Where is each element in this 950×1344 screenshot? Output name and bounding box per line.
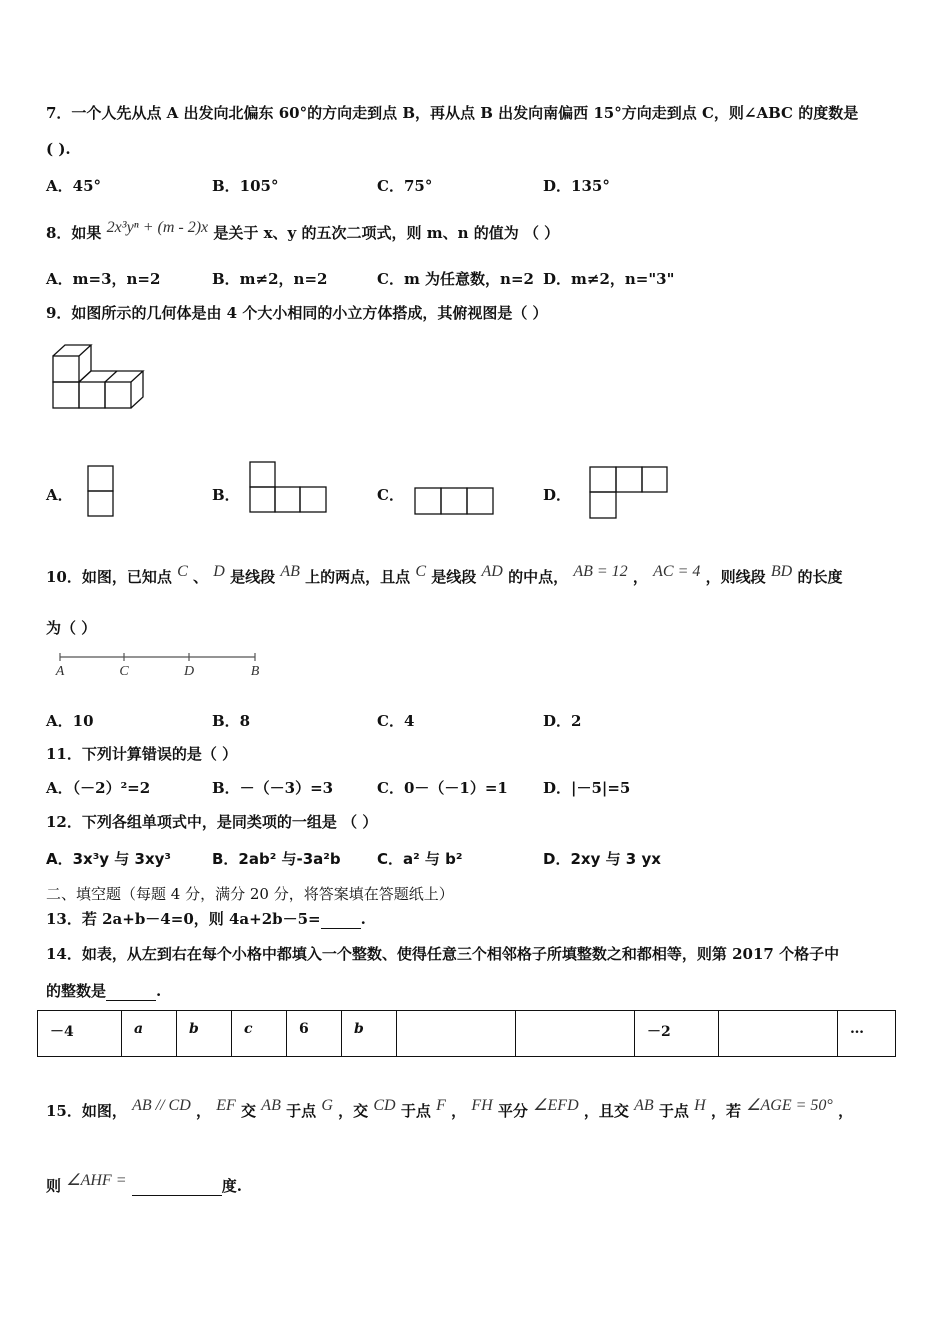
q10-segment-bd: BD — [770, 563, 793, 580]
q10-text-4: 是线段 — [431, 568, 477, 586]
q10-text-3: 上的两点，且点 — [305, 568, 411, 586]
table-cell: c — [232, 1011, 287, 1057]
q15-ab: AB — [261, 1097, 281, 1114]
q10-point-c: C — [177, 563, 188, 580]
q15-text-8: 于点 — [658, 1102, 689, 1120]
q15-stem-line2 — [46, 1172, 242, 1196]
q8-stem — [46, 219, 560, 243]
q9-solid-figure — [50, 342, 150, 412]
table-cell: … — [838, 1011, 896, 1057]
q8-prefix: 8．如果 — [46, 224, 102, 242]
q15-stem — [46, 1097, 854, 1121]
q11-stem: 11．下列计算错误的是（ ） — [46, 745, 238, 763]
q10-point-c-2: C — [415, 563, 427, 580]
section-2-heading: 二、填空题（每题 4 分，满分 20 分，将答案填在答题纸上） — [46, 885, 454, 903]
q9-option-d-figure — [589, 466, 669, 520]
q9-option-a[interactable]: A． — [46, 486, 73, 504]
q10-option-c[interactable]: C．4 — [377, 712, 415, 730]
q8-expression: 2x³yⁿ + (m - 2)x — [106, 219, 209, 236]
q10-fig-label-b: B — [250, 664, 260, 679]
q10-fig-label-c: C — [119, 664, 129, 679]
q8-option-a[interactable]: A．m=3，n=2 — [46, 270, 161, 288]
q10-comma: ， — [632, 568, 648, 586]
q10-stem — [46, 563, 843, 587]
q7-option-c[interactable]: C．75° — [377, 177, 433, 195]
q10-ab-equals-12: AB = 12 — [573, 563, 628, 580]
q7-option-b[interactable]: B．105° — [212, 177, 279, 195]
q12-option-c[interactable]: C．a² 与 b² — [377, 850, 463, 868]
q10-segment-figure — [52, 651, 267, 681]
q11-option-b[interactable]: B．－（－3）=3 — [212, 779, 334, 797]
q7-option-d[interactable]: D．135° — [543, 177, 610, 195]
q15-text-10: 则 — [46, 1177, 62, 1195]
q10-text-7: 的长度 — [797, 568, 843, 586]
table-cell: －4 — [38, 1011, 122, 1057]
q9-option-d[interactable]: D． — [543, 486, 572, 504]
q9-option-c-figure — [414, 487, 496, 516]
q10-text-5: 的中点， — [508, 568, 569, 586]
q12-option-b[interactable]: B．2ab² 与-3a²b — [212, 850, 341, 868]
q8-suffix: 是关于 x、y 的五次二项式，则 m、n 的值为 （ ） — [213, 224, 560, 242]
q15-angle-age: ∠AGE = 50° — [746, 1097, 833, 1114]
q10-fig-label-d: D — [183, 664, 195, 679]
q10-option-b[interactable]: B．8 — [212, 712, 251, 730]
q10-stem-line2: 为（ ） — [46, 619, 97, 637]
q15-comma-1: ， — [196, 1102, 212, 1120]
q11-option-d[interactable]: D．|－5|=5 — [543, 779, 631, 797]
table-cell — [397, 1011, 516, 1057]
q10-option-d[interactable]: D．2 — [543, 712, 582, 730]
q14-end: . — [156, 982, 162, 1000]
q10-text-2: 是线段 — [230, 568, 276, 586]
table-cell: －2 — [635, 1011, 719, 1057]
q14-text-2: 的整数是 — [46, 982, 107, 1000]
q15-cd: CD — [373, 1097, 396, 1114]
q10-segment-ad: AD — [481, 563, 503, 580]
q9-option-b[interactable]: B． — [212, 486, 240, 504]
q14-number-table — [37, 1010, 896, 1057]
q13-answer-blank[interactable] — [321, 910, 361, 929]
q7-paren: ( ). — [46, 140, 71, 158]
q7-option-a[interactable]: A．45° — [46, 177, 102, 195]
q15-text-2: 交 — [241, 1102, 257, 1120]
q10-text-6: ，则线段 — [705, 568, 766, 586]
q13-text: 13．若 2a+b－4=0，则 4a+2b－5= — [46, 910, 321, 928]
q15-comma-2: ， — [451, 1102, 467, 1120]
q15-answer-blank[interactable] — [132, 1177, 222, 1196]
q15-text-3: 于点 — [286, 1102, 317, 1120]
q10-segment-ab: AB — [280, 563, 300, 580]
q13-stem — [46, 908, 366, 929]
q12-option-d[interactable]: D．2xy 与 3 yx — [543, 850, 661, 868]
q14-answer-blank[interactable] — [106, 982, 156, 1001]
q10-fig-label-a: A — [55, 664, 65, 679]
table-cell — [719, 1011, 838, 1057]
q15-text-7: ，且交 — [583, 1102, 629, 1120]
q15-text-4: ，交 — [338, 1102, 369, 1120]
q15-text-9: ，若 — [710, 1102, 741, 1120]
q13-end: . — [360, 910, 366, 928]
q15-ef: EF — [216, 1097, 236, 1114]
q7-stem: 7．一个人先从点 A 出发向北偏东 60°的方向走到点 B，再从点 B 出发向南偏西 15°方向走到点 C，则∠ABC 的度数是 — [46, 104, 859, 122]
q8-option-d[interactable]: D．m≠2，n="3" — [543, 270, 675, 288]
table-cell: b — [177, 1011, 232, 1057]
q15-ab-parallel-cd: AB // CD — [132, 1097, 191, 1114]
q15-text-6: 平分 — [497, 1102, 528, 1120]
q10-point-d: D — [213, 563, 225, 580]
q9-option-b-figure — [249, 461, 329, 515]
q15-text-5: 于点 — [400, 1102, 431, 1120]
q10-ac-equals-4: AC = 4 — [653, 563, 701, 580]
q14-stem: 14．如表，从左到右在每个小格中都填入一个整数、使得任意三个相邻格子所填整数之和都相等，则第 2017 个格子中 — [46, 945, 840, 963]
q10-sep: 、 — [193, 568, 209, 586]
q8-option-b[interactable]: B．m≠2，n=2 — [212, 270, 328, 288]
q11-option-c[interactable]: C．0－（－1）=1 — [377, 779, 508, 797]
q15-point-f: F — [436, 1097, 446, 1114]
q10-text-1: 10．如图，已知点 — [46, 568, 172, 586]
q12-option-a[interactable]: A．3x³y 与 3xy³ — [46, 850, 171, 868]
table-cell: a — [122, 1011, 177, 1057]
q11-option-a[interactable]: A．（－2）²=2 — [46, 779, 151, 797]
table-row — [38, 1011, 896, 1057]
q9-option-a-figure — [87, 465, 115, 517]
q14-stem-line2 — [46, 980, 161, 1001]
q15-ab-2: AB — [634, 1097, 654, 1114]
q9-option-c[interactable]: C． — [377, 486, 404, 504]
q12-stem: 12．下列各组单项式中，是同类项的一组是 （ ） — [46, 813, 378, 831]
q15-fh: FH — [471, 1097, 493, 1114]
q15-point-g: G — [321, 1097, 333, 1114]
q10-option-a[interactable]: A．10 — [46, 712, 94, 730]
q15-text-11: 度. — [221, 1177, 242, 1195]
q15-comma-3: ， — [838, 1102, 854, 1120]
q15-angle-efd: ∠EFD — [533, 1097, 579, 1114]
q15-text-1: 15．如图， — [46, 1102, 127, 1120]
q8-option-c[interactable]: C．m 为任意数，n=2 — [377, 270, 534, 288]
q9-stem: 9．如图所示的几何体是由 4 个大小相同的小立方体搭成，其俯视图是（ ） — [46, 304, 548, 322]
table-cell: 6 — [287, 1011, 342, 1057]
q15-angle-ahf: ∠AHF = — [66, 1172, 127, 1189]
q15-point-h: H — [694, 1097, 706, 1114]
table-cell: b — [342, 1011, 397, 1057]
table-cell — [516, 1011, 635, 1057]
